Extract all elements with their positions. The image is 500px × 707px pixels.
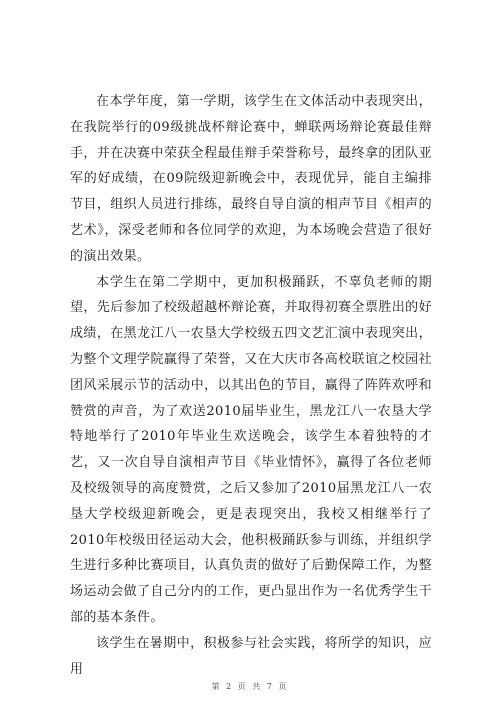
page-number: 第 2 页 共 7 页 bbox=[211, 682, 289, 691]
paragraph-3: 该学生在暑期中，积极参与社会实践，将所学的知识，应用 bbox=[70, 635, 432, 677]
paragraph-2: 本学生在第二学期中，更加积极踊跃，不辜负老师的期望，先后参加了校级超越杯辩论赛，并取得初赛全票胜出的好成绩，在黑龙江八一农垦大学校级五四文艺汇演中表现突出，为整个文理学院赢得了荣誉，又在大庆市各高校联谊之校园社团风采展示节的活动中，以其出色的节目，赢得了阵阵欢呼和赞赏的声音，为了欢送2010届毕业生，黑龙江八一农垦大学特地举行了2010年毕业生欢送晚会，该学生本着独特的才艺，又一次自导自演相声节目《毕业情怀》，赢得了各位老师及校级领导的高度赞赏，之后又参加了2010届黑龙江八一农垦大学校级迎新晚会，更是表现突出，我校又相继举行了2010年校级田径运动大会，他积极踊跃参与训练，并组织学生进行多种比赛项目，认真负责的做好了后勤保障工作，为整场运动会做了自己分内的工作，更凸显出作为一名优秀学生干部的基本条件。 bbox=[70, 274, 432, 625]
document-body bbox=[70, 89, 432, 682]
paragraph-1: 在本学年度，第一学期，该学生在文体活动中表现突出，在我院举行的09级挑战杯辩论赛中，蝉联两场辩论赛最佳辩手，并在决赛中荣获全程最佳辩手荣誉称号，最终拿的团队亚军的好成绩，在09院级迎新晚会中，表现优异，能自主编排节目，组织人员进行排练，最终自导自演的相声节目《相声的艺术》，深受老师和各位同学的欢迎，为本场晚会营造了很好的演出效果。 bbox=[70, 94, 432, 264]
page-footer bbox=[0, 681, 500, 692]
